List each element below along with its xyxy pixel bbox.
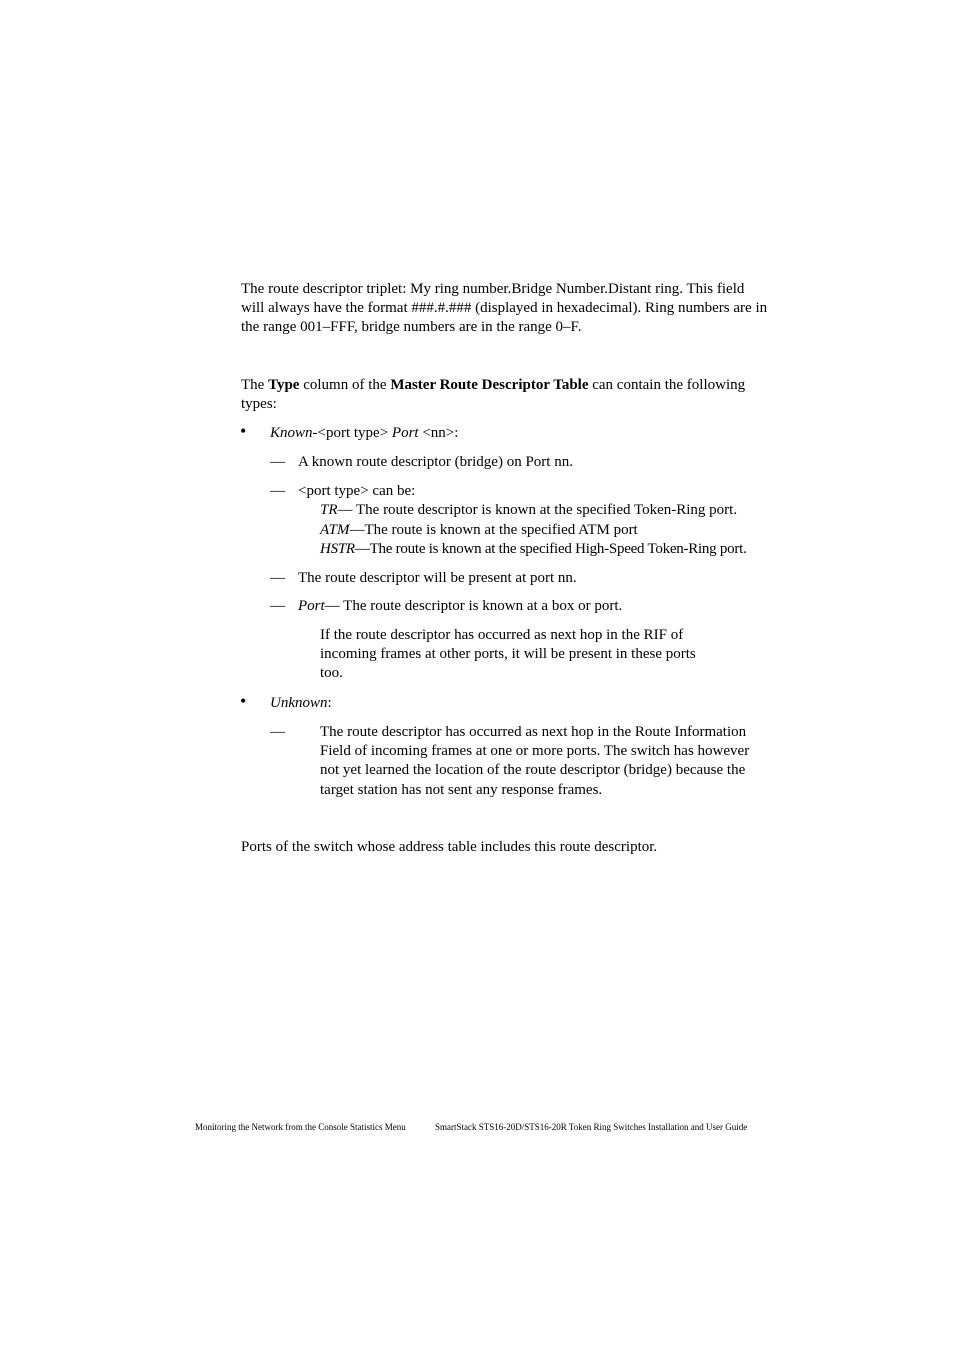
known-label: Known: [270, 425, 313, 441]
known-heading: [270, 424, 458, 443]
type-bold-term: Type: [268, 377, 300, 393]
known-sub-2: <port type> can be:: [298, 483, 416, 499]
dash-5: —: [270, 724, 285, 740]
port-type-hstr: [320, 540, 747, 559]
port-type-atm: [320, 521, 638, 540]
unknown-desc: The route descriptor has occurred as next hop in the Route Information Field of incoming frames at one or more ports. The switch has however not yet learned the location of the route descriptor (bridge) because the target station has not sent any response frames.: [320, 724, 750, 798]
unknown-colon: :: [327, 695, 332, 711]
known-sub-1: A known route descriptor (bridge) on Port nn.: [298, 454, 573, 470]
unknown-heading: [270, 694, 332, 713]
type-text-3: can contain the following types:: [241, 377, 746, 413]
known-text-2: <nn>:: [418, 425, 459, 441]
ports-paragraph: Ports of the switch whose address table includes this route descriptor.: [241, 839, 658, 855]
type-text-1: The: [241, 377, 269, 393]
sub4-port-label: Port: [298, 598, 325, 614]
tr-desc: — The route descriptor is known at the specified Token-Ring port.: [337, 502, 738, 518]
footer-right: SmartStack STS16-20D/STS16-20R Token Ring Switches Installation and User Guide: [435, 1122, 748, 1132]
known-sub-4: [298, 597, 622, 616]
hstr-desc: —The route is known at the specified High-Speed Token-Ring port.: [354, 541, 747, 557]
type-text-2: column of the: [299, 377, 391, 393]
bullet-unknown: •: [240, 691, 247, 711]
bullet-known: •: [240, 421, 247, 441]
dash-2: —: [270, 483, 285, 499]
known-text-1: -<port type>: [312, 425, 392, 441]
atm-desc: —The route is known at the specified ATM port: [349, 522, 638, 538]
known-port-label: Port: [391, 425, 419, 441]
unknown-label: Unknown: [270, 695, 328, 711]
dash-1: —: [270, 454, 285, 470]
dash-4: —: [270, 598, 285, 614]
footer-left: Monitoring the Network from the Console Statistics Menu: [195, 1122, 406, 1132]
hstr-label: HSTR: [320, 541, 355, 557]
atm-label: ATM: [320, 522, 350, 538]
type-paragraph: [241, 376, 771, 414]
intro-paragraph: The route descriptor triplet: My ring number.Bridge Number.Distant ring. This field will always have the format ###.#.### (displayed in hexadecimal). Ring numbers are in the range 001–FFF, bridge numbers are in the range 0–F.: [241, 281, 768, 336]
port-type-tr: [320, 501, 737, 520]
dash-3: —: [270, 570, 285, 586]
table-name-bold: Master Route Descriptor Table: [390, 377, 589, 393]
tr-label: TR: [320, 502, 338, 518]
known-sub-3: The route descriptor will be present at port nn.: [298, 570, 577, 586]
sub4-desc: — The route descriptor is known at a box or port.: [324, 598, 623, 614]
known-note: If the route descriptor has occurred as next hop in the RIF of incoming frames at other ports, it will be present in these ports too.: [320, 627, 696, 682]
